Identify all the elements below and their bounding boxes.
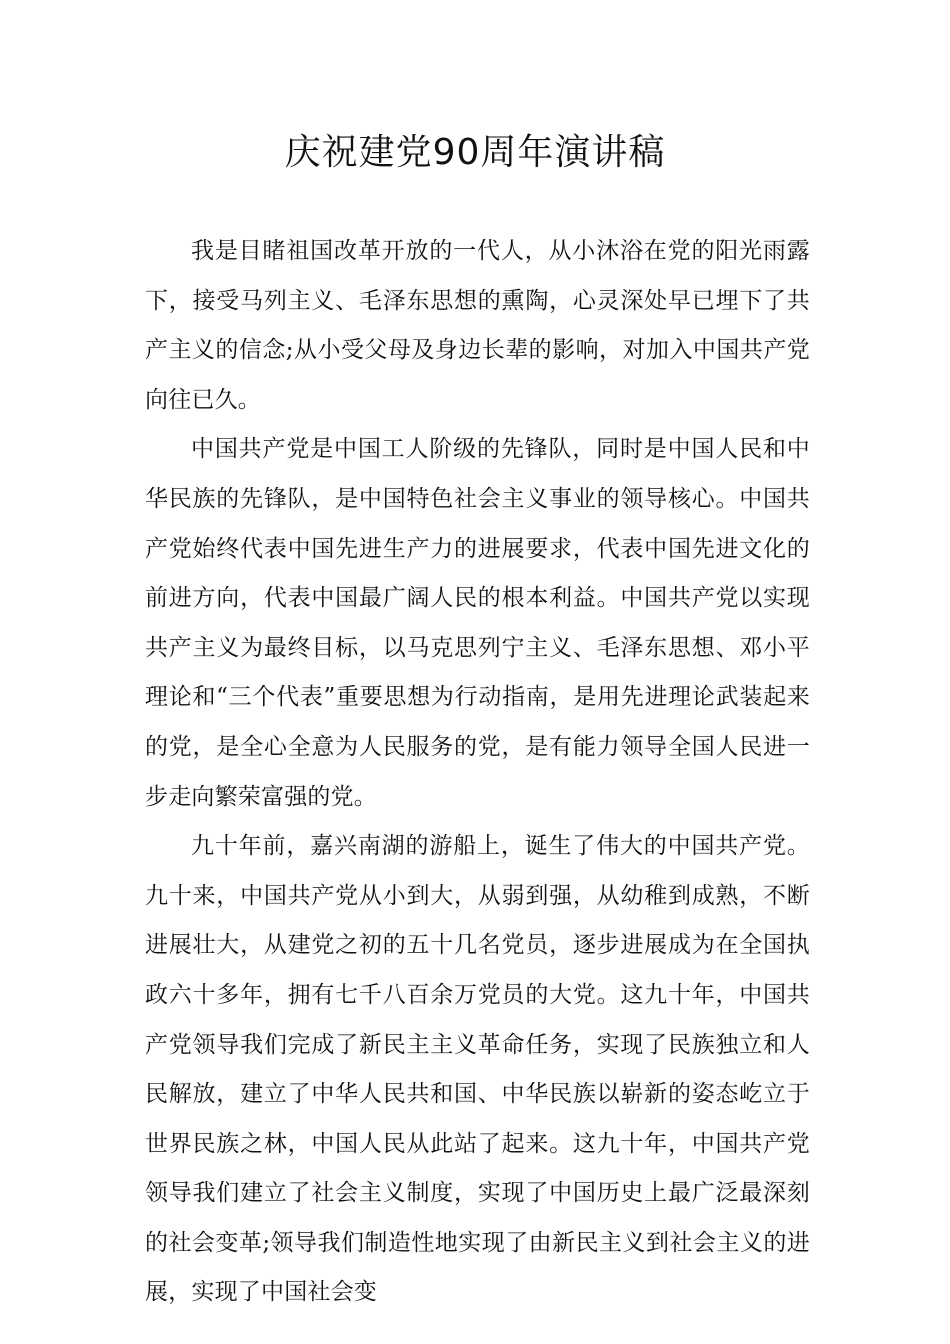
paragraph-1: 我是目睹祖国改革开放的一代人，从小沐浴在党的阳光雨露下，接受马列主义、毛泽东思想的熏陶，心灵深处早已埋下了共产主义的信念;从小受父母及身边长辈的影响，对加入中国共产党向往已久。 <box>145 238 810 413</box>
page-title: 庆祝建党90周年演讲稿 <box>284 132 666 173</box>
document-body <box>145 227 810 1318</box>
paragraph-2: 中国共产党是中国工人阶级的先锋队，同时是中国人民和中华民族的先锋队，是中国特色社会主义事业的领导核心。中国共产党始终代表中国先进生产力的进展要求，代表中国先进文化的前进方向，代表中国最广阔人民的根本利益。中国共产党以实现共产主义为最终目标，以马克思列宁主义、毛泽东思想、邓小平理论和“三个代表”重要思想为行动指南，是用先进理论武装起来的党，是全心全意为人民服务的党，是有能力领导全国人民进一步走向繁荣富强的党。 <box>145 436 810 810</box>
paragraph-3: 九十年前，嘉兴南湖的游船上，诞生了伟大的中国共产党。九十来，中国共产党从小到大，从弱到强，从幼稚到成熟，不断进展壮大，从建党之初的五十几名党员，逐步进展成为在全国执政六十多年，拥有七千八百余万党员的大党。这九十年，中国共产党领导我们完成了新民主主义革命任务，实现了民族独立和人民解放，建立了中华人民共和国、中华民族以崭新的姿态屹立于世界民族之林，中国人民从此站了起来。这九十年，中国共产党领导我们建立了社会主义制度，实现了中国历史上最广泛最深刻的社会变革;领导我们制造性地实现了由新民主义到社会主义的进展，实现了中国社会变 <box>145 833 810 1306</box>
